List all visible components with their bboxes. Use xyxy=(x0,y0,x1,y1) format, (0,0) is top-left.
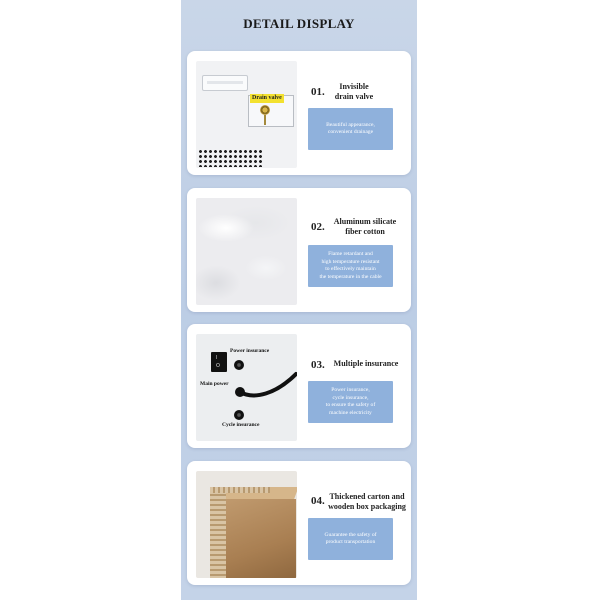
card-number: 03. xyxy=(311,359,325,371)
main-power-label: Main power xyxy=(200,381,229,387)
valve-icon xyxy=(260,105,270,115)
card-title: Invisible drain valve xyxy=(334,82,374,101)
cycle-insurance-label: Cycle insurance xyxy=(222,422,260,428)
card-description: Beautiful appearance, convenient drainage xyxy=(308,108,393,150)
valve-pipe xyxy=(264,115,266,125)
card-number: 02. xyxy=(311,221,325,233)
detail-card-drain-valve xyxy=(187,51,411,175)
switch-on-mark: I xyxy=(216,355,218,361)
card-title: Thickened carton and wooden box packaging xyxy=(328,492,406,511)
card-number: 04. xyxy=(311,495,325,507)
switch-off-mark: O xyxy=(216,363,220,369)
detail-card-fiber-cotton xyxy=(187,188,411,312)
carton-photo xyxy=(196,471,297,578)
vent-holes xyxy=(198,149,262,167)
drain-valve-label: Drain valve xyxy=(252,95,282,101)
card-title: Aluminum silicate fiber cotton xyxy=(333,217,397,236)
card-description: Guarantee the safety of product transportation xyxy=(308,518,393,560)
power-insurance-label: Power insurance xyxy=(230,348,270,354)
detail-card-multiple-insurance xyxy=(187,324,411,448)
card-description: Power insurance, cycle insurance, to ensure the safety of machine electricity xyxy=(308,381,393,423)
drain-valve-photo xyxy=(196,61,297,168)
carton-box xyxy=(224,499,296,578)
page-title: DETAIL DISPLAY xyxy=(243,16,355,31)
detail-card-packaging xyxy=(187,461,411,585)
electrical-panel-photo xyxy=(196,334,297,441)
card-description: Flame retardant and high temperature resistant to effectively maintain the temperature in the cable xyxy=(308,245,393,287)
fiber-cotton-photo xyxy=(196,198,297,305)
carton-edge-top xyxy=(210,487,270,493)
handle-slot xyxy=(202,75,248,91)
card-title: Multiple insurance xyxy=(333,359,399,368)
card-number: 01. xyxy=(311,86,325,98)
cycle-fuse xyxy=(234,410,244,420)
carton-edge xyxy=(210,491,226,578)
